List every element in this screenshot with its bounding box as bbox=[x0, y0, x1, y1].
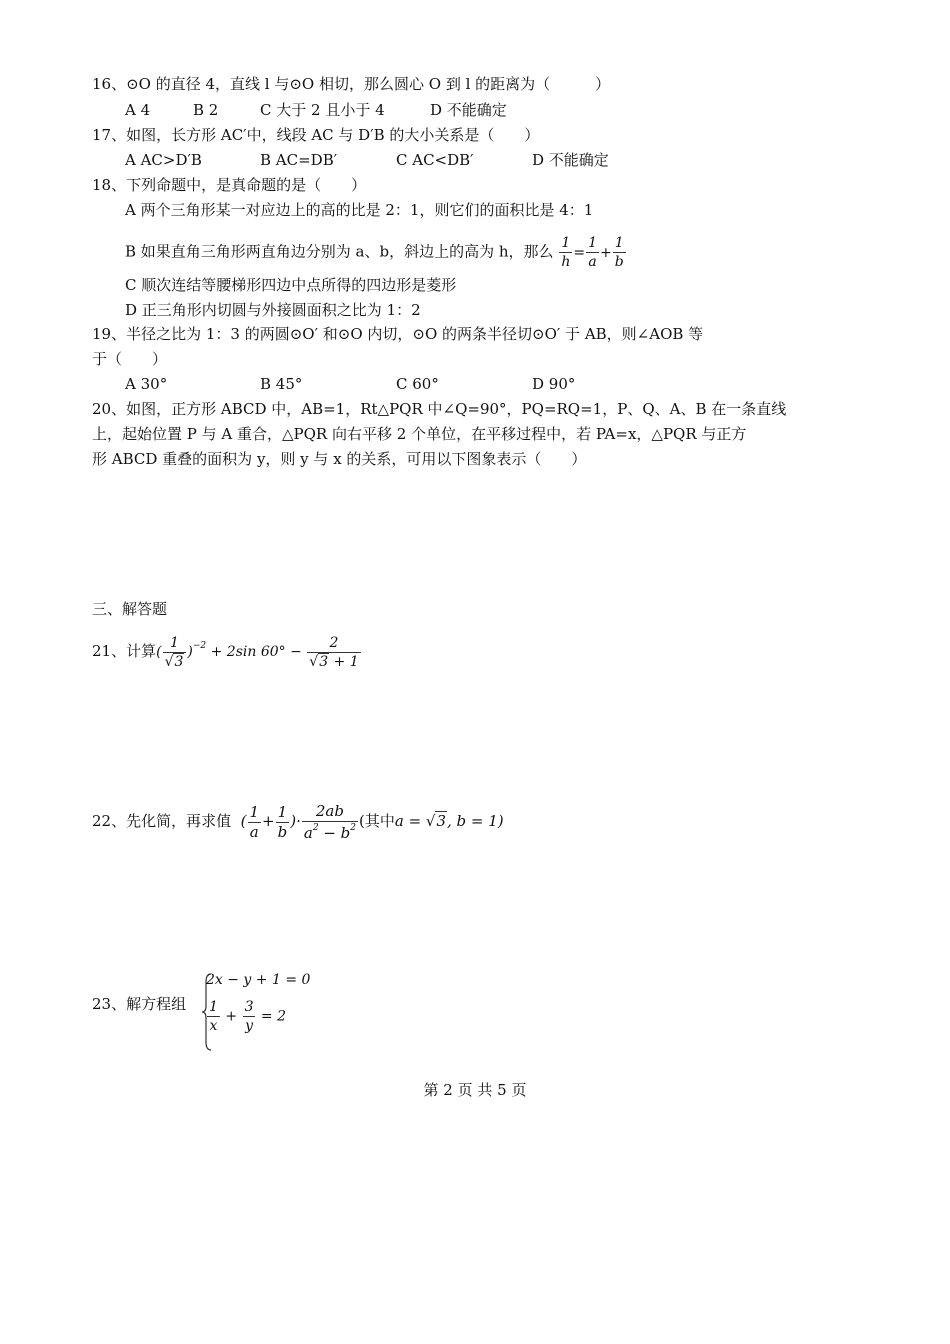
q21-formula: ( $\frac{1}{√3}$ )$^{-2}$ + 2sin 60° − $\frac{2}{√3 + 1}$ bbox=[156, 634, 359, 670]
q20-line2: 上，起始位置 P 与 A 重合，△PQR 向右平移 2 个单位，在平移过程中，若 PA=x，△PQR 与正方 bbox=[92, 425, 747, 443]
q22-formula: ( $\frac{1}{a}$ + $\frac{1}{b}$ )· $\frac{2ab}{a^2 - b^2}$ bbox=[240, 801, 356, 842]
q18-option-c: C 顺次连结等腰梯形四边中点所得的四边形是菱形 bbox=[125, 276, 457, 294]
q22-condition: a = √3, b = 1) bbox=[394, 812, 504, 830]
q16-stem: 16、⊙O 的直径 4，直线 l 与⊙O 相切，那么圆心 O 到 l 的距离为（ ） bbox=[92, 75, 611, 93]
q23-system bbox=[200, 970, 320, 1054]
q16-option-b: B 2 bbox=[193, 101, 219, 119]
q18-stem: 18、下列命题中，是真命题的是（ ） bbox=[92, 176, 367, 194]
page-footer: 第 2 页 共 5 页 bbox=[423, 1081, 527, 1099]
q23-equation-1: 2x − y + 1 = 0 bbox=[206, 972, 311, 988]
q19-option-d: D 90° bbox=[532, 375, 576, 393]
q22-condition-label: (其中 bbox=[359, 812, 395, 830]
q17-option-d: D 不能确定 bbox=[532, 151, 609, 169]
q21-label: 21、计算 bbox=[92, 642, 157, 660]
q18-option-d: D 正三角形内切圆与外接圆面积之比为 1：2 bbox=[125, 301, 421, 319]
q19-stem-line2: 于（ ） bbox=[92, 350, 168, 368]
q17-option-b: B AC=DB′ bbox=[260, 151, 338, 169]
q20-line3: 形 ABCD 重叠的面积为 y，则 y 与 x 的关系，可用以下图象表示（ ） bbox=[92, 450, 587, 468]
q16-option-d: D 不能确定 bbox=[430, 101, 507, 119]
q19-option-c: C 60° bbox=[396, 375, 439, 393]
q17-stem: 17、如图，长方形 AC′中，线段 AC 与 D′B 的大小关系是（ ） bbox=[92, 126, 540, 144]
q19-option-a: A 30° bbox=[125, 375, 168, 393]
q23-equation-2: $\frac{1}{x}$ + $\frac{3}{y}$ = 2 bbox=[209, 999, 287, 1034]
q20-line1: 20、如图，正方形 ABCD 中，AB=1，Rt△PQR 中∠Q=90°，PQ=RQ=1，P、Q、A、B 在一条直线 bbox=[92, 400, 787, 418]
q22-label: 22、先化简，再求值 bbox=[92, 812, 232, 830]
q16-option-a: A 4 bbox=[125, 101, 151, 119]
q21 bbox=[92, 626, 362, 672]
q18-option-b bbox=[125, 236, 627, 269]
q23-label: 23、解方程组 bbox=[92, 995, 187, 1013]
section-3-heading: 三、解答题 bbox=[92, 600, 168, 618]
q19-stem-line1: 19、半径之比为 1：3 的两圆⊙O′ 和⊙O 内切，⊙O 的两条半径切⊙O′ 于 AB，则∠AOB 等 bbox=[92, 325, 704, 343]
q16-option-c: C 大于 2 且小于 4 bbox=[260, 101, 385, 119]
q17-option-c: C AC<DB′ bbox=[396, 151, 474, 169]
q19-option-b: B 45° bbox=[260, 375, 303, 393]
q18-option-b-text: B 如果直角三角形两直角边分别为 a、b，斜边上的高为 h，那么 bbox=[125, 242, 554, 261]
q17-option-a: A AC>D′B bbox=[125, 151, 202, 169]
q18-option-a: A 两个三角形某一对应边上的高的比是 2：1，则它们的面积比是 4：1 bbox=[125, 201, 594, 219]
q22 bbox=[92, 800, 504, 842]
q18-option-b-formula: $\frac{1}{h}$ = $\frac{1}{a}$ + $\frac{1}{b}$ bbox=[561, 235, 624, 270]
